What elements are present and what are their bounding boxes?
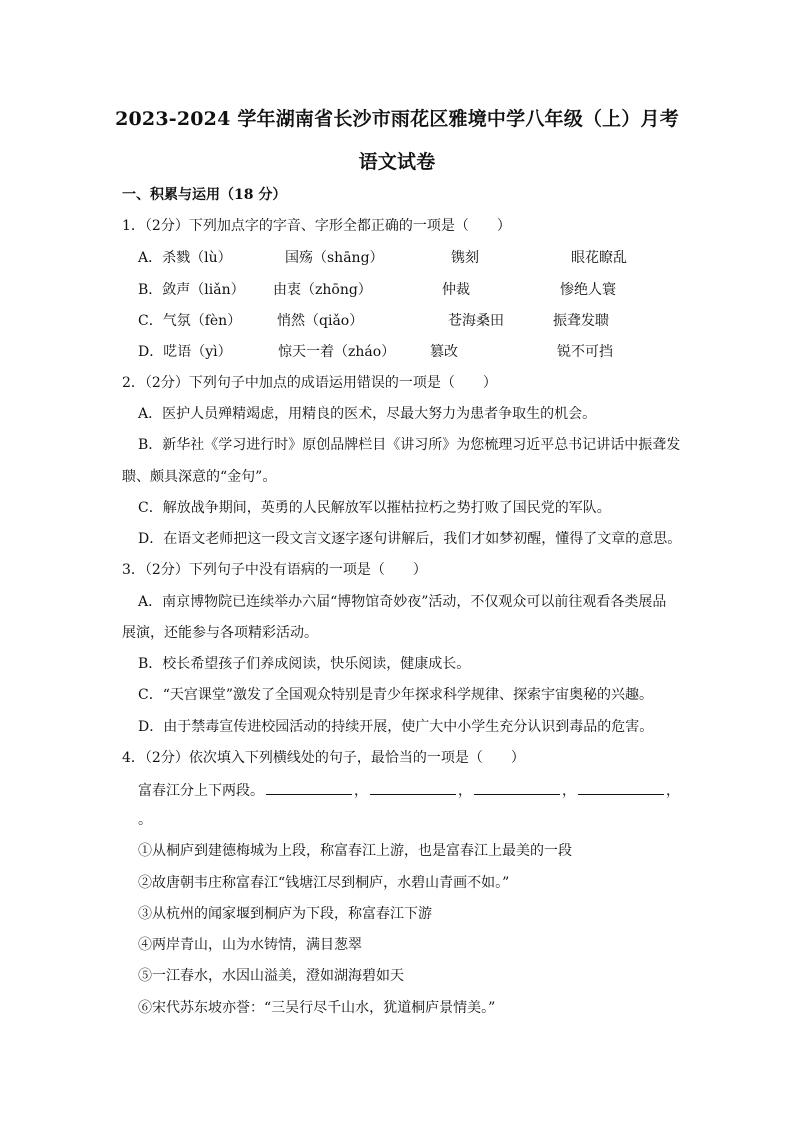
q1-stem: 1．（2分）下列加点字的字音、字形全都正确的一项是（ ）: [122, 218, 511, 234]
q4-item-6: ⑥宋代苏东坡亦誉：“三吴行尽千山水，犹道桐庐景情美。”: [138, 1000, 496, 1016]
q4-blank-2: [370, 780, 456, 795]
q1-b-cell-1: B．敛声（liǎn）: [138, 282, 245, 298]
q1-a-cell-3: 镌刻: [451, 250, 479, 266]
q4-item-1: ①从桐庐到建德梅城为上段，称富春江上游，也是富春江上最美的一段: [138, 843, 572, 859]
q4-fill-prefix: 富春江分上下两段。: [138, 783, 264, 799]
q1-d-cell-4: 锐不可挡: [557, 344, 613, 360]
q1-c-cell-4: 振聋发聩: [553, 313, 609, 329]
q4-fill-end: 。: [138, 812, 152, 828]
section-heading: 一、积累与运用（18 分）: [122, 187, 287, 203]
q4-sep-1: ，: [354, 783, 368, 799]
q1-d-cell-1: D．呓语（yì）: [138, 344, 232, 360]
q4-fill-line: [138, 780, 680, 800]
q4-item-5: ⑤一江春水，水因山溢美，澄如湖海碧如天: [138, 968, 404, 984]
q3-option-a-line1: A．南京博物院已连续举办六届“博物馆奇妙夜”活动，不仅观众可以前往观看各类展品: [138, 594, 667, 610]
q1-c-cell-2: 悄然（qiǎo）: [277, 313, 364, 329]
q2-option-c: C．解放战争期间，英勇的人民解放军以摧枯拉朽之势打败了国民党的军队。: [138, 500, 611, 516]
q3-option-b: B．校长希望孩子们养成阅读，快乐阅读，健康成长。: [138, 656, 471, 672]
q2-option-b-line2: 聩、颇具深意的“金句”。: [122, 469, 277, 485]
q4-item-4: ④两岸青山，山为水铸情，满目葱翠: [138, 937, 362, 953]
q3-option-d: D．由于禁毒宣传进校园活动的持续开展，使广大中小学生充分认识到毒品的危害。: [138, 719, 654, 735]
q2-option-d: D．在语文老师把这一段文言文逐字逐句讲解后，我们才如梦初醒，懂得了文章的意思。: [138, 531, 682, 547]
q4-item-2: ②故唐朝韦庄称富春江“钱塘江尽到桐庐，水碧山青画不如。”: [138, 875, 510, 891]
q1-a-cell-2: 国殇（shāng）: [285, 250, 384, 266]
q4-stem: 4．（2分）依次填入下列横线处的句子，最恰当的一项是（ ）: [122, 750, 525, 766]
q4-sep-4: ，: [666, 783, 680, 799]
q4-blank-4: [578, 780, 664, 795]
q1-d-cell-3: 篡改: [430, 344, 458, 360]
q4-blank-1: [266, 780, 352, 795]
q1-b-cell-4: 惨绝人寰: [560, 282, 616, 298]
q3-option-c: C．“天宫课堂”激发了全国观众特别是青少年探求科学规律、探索宇宙奥秘的兴趣。: [138, 687, 654, 703]
q3-stem: 3．（2分）下列句子中没有语病的一项是（ ）: [122, 562, 427, 578]
q4-blank-3: [474, 780, 560, 795]
q4-sep-3: ，: [562, 783, 576, 799]
q1-c-cell-1: C．气氛（fèn）: [138, 313, 242, 329]
q4-sep-2: ，: [458, 783, 472, 799]
q1-a-cell-1: A．杀戮（lù）: [138, 250, 232, 266]
q3-option-a-line2: 展演，还能参与各项精彩活动。: [122, 625, 318, 641]
q1-b-cell-3: 仲裁: [442, 282, 470, 298]
q2-stem: 2．（2分）下列句子中加点的成语运用错误的一项是（ ）: [122, 375, 497, 391]
q2-option-b-line1: B．新华社《学习进行时》原创品牌栏目《讲习所》为您梳理习近平总书记讲话中振聋发: [138, 437, 681, 453]
exam-title-line1: 2023-2024 学年湖南省长沙市雨花区雅境中学八年级（上）月考: [115, 108, 679, 130]
q4-item-3: ③从杭州的闻家堰到桐庐为下段，称富春江下游: [138, 906, 432, 922]
q1-b-cell-2: 由衷（zhōng）: [273, 282, 372, 298]
q2-option-a: A．医护人员殚精竭虑，用精良的医术，尽最大努力为患者争取生的机会。: [138, 406, 597, 422]
q1-a-cell-4: 眼花瞭乱: [571, 250, 627, 266]
q1-c-cell-3: 苍海桑田: [448, 313, 504, 329]
q1-d-cell-2: 惊天一着（zháo）: [278, 344, 396, 360]
exam-title-line2: 语文试卷: [358, 151, 436, 173]
